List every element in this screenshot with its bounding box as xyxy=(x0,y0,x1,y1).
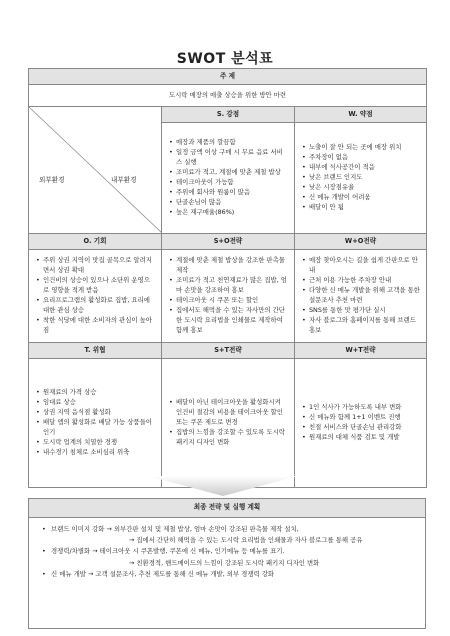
opportunities-item: • 주위 상권 지역이 맛집 골목으로 알려지면서 상권 확대 xyxy=(43,256,155,276)
wt-item: • 친절 서비스와 단골손님 관리강화 xyxy=(309,423,420,433)
strengths-item: • 테이크아웃이 가능함 xyxy=(176,178,288,188)
opportunities-list xyxy=(29,252,161,339)
threats-list xyxy=(29,384,161,461)
wo-item: • 근처 이용 가능한 주차장 안내 xyxy=(309,276,420,286)
wo-item: • 매장 찾아오시는 길을 쉽게 간판으로 안내 xyxy=(309,256,420,276)
diagonal-line xyxy=(29,107,162,233)
weaknesses-item: • 낮은 시장점유율 xyxy=(309,183,420,193)
threats-item: • 도시락 업계의 치열한 경쟁 xyxy=(43,438,155,448)
strengths-list xyxy=(162,134,294,221)
so-item: • 조미료가 적고 천연재료가 많은 집밥, 엄마 손맛을 강조하여 홍보 xyxy=(176,276,288,296)
strategy-line: • 브랜드 이미지 강화 → 외부간판 설치 및 제철 밥상, 엄마 손맛이 강조된 판촉물 제작 설치, xyxy=(51,524,417,535)
strategy-line: • 신 메뉴 개발 → 고객 설문조사, 추천 제도를 통해 신 메뉴 개발, 외부 경쟁력 강화 xyxy=(51,569,417,580)
corner-cell xyxy=(29,107,162,234)
swot-table xyxy=(28,68,427,488)
strengths-item: • 주위에 회사와 원룸이 많음 xyxy=(176,188,288,198)
weaknesses-item: • 내부에 식사공간이 적음 xyxy=(309,163,420,173)
weaknesses-item: • 배달이 안 됨 xyxy=(309,203,420,213)
threats-item: • 배달 앱의 활성화로 배달 가능 상품들이 인기 xyxy=(43,418,155,438)
weaknesses-item: • 신 메뉴 개발이 어려움 xyxy=(309,193,420,203)
wt-item: • 신 메뉴와 함께 1+1 이벤트 진행 xyxy=(309,413,420,423)
strengths-item: • 조미료가 적고, 계절에 맞춘 제철 밥상 xyxy=(176,168,288,178)
wt-header: W+T전략 xyxy=(295,343,427,359)
down-arrow-icon xyxy=(148,476,298,496)
strategy-lines xyxy=(51,524,417,580)
internal-env-label: 내부환경 xyxy=(111,176,137,184)
strategy-header: 최종 전략 및 실행 계획 xyxy=(29,499,426,518)
wo-header: W+O전략 xyxy=(295,234,427,250)
so-item: • 테이크아웃 시 쿠폰 또는 할인 xyxy=(176,296,288,306)
strength-header: S. 강점 xyxy=(162,107,295,123)
st-item: • 집밥의 느낌을 강조할 수 있도록 도시락 패키지 디자인 변화 xyxy=(176,428,288,448)
st-header: S+T전략 xyxy=(162,343,295,359)
weaknesses-list xyxy=(295,139,426,216)
theme-header: 주 제 xyxy=(29,69,427,85)
strengths-item: • 매장과 제품의 깔끔함 xyxy=(176,138,288,148)
threat-header: T. 위협 xyxy=(29,343,162,359)
so-item: • 계절에 맞춘 제철 밥상을 강조한 판촉물 제작 xyxy=(176,256,288,276)
page-title: SWOT 분석표 xyxy=(176,51,274,67)
opportunity-header: O. 기회 xyxy=(29,234,162,250)
st-item: • 배달이 아닌 테이크아웃을 활성화시켜 인건비 절감의 비용을 테이크아웃 할인 또는 쿠폰 제도로 변경 xyxy=(176,398,288,428)
strengths-item: • 일정 금액 이상 구매 시 무료 음료 서비스 실행 xyxy=(176,148,288,168)
so-header: S+O전략 xyxy=(162,234,295,250)
st-list xyxy=(162,394,294,452)
opportunities-item: • 요리프로그램의 활성화로 집밥, 요리에 대한 관심 상승 xyxy=(43,296,155,316)
so-list xyxy=(162,252,294,339)
threats-item: • 상권 지역 음식점 활성화 xyxy=(43,408,155,418)
external-env-label: 외부환경 xyxy=(39,176,65,184)
wo-item: • SNS를 통한 맛 평가단 실시 xyxy=(309,306,420,316)
wt-item: • 1인 식사가 가능하도록 내부 변화 xyxy=(309,403,420,413)
theme-text: 도시락 매장의 매출 상승을 위한 방안 마련 xyxy=(29,85,427,107)
weaknesses-item: • 낮은 브랜드 인지도 xyxy=(309,173,420,183)
wt-item: • 원재료의 대체 식품 검토 및 개발 xyxy=(309,433,420,443)
threats-item: • 내수경기 침체로 소비심리 위축 xyxy=(43,448,155,458)
weaknesses-item: • 노출이 잘 안 되는 곳에 매장 위치 xyxy=(309,143,420,153)
weaknesses-item: • 주차장이 없음 xyxy=(309,153,420,163)
wo-item: • 자사 블로그와 홈페이지를 통해 브랜드 홍보 xyxy=(309,316,420,336)
threats-item: • 원재료의 가격 상승 xyxy=(43,388,155,398)
weakness-header: W. 약점 xyxy=(295,107,427,123)
so-item: • 집에서도 해먹을 수 있는 자사만의 간단한 도시락 요리법을 인쇄물로 제작하여 함께 홍보 xyxy=(176,306,288,336)
strategy-table xyxy=(28,498,426,629)
threats-item: • 임대료 상승 xyxy=(43,398,155,408)
opportunities-item: • 인건비의 상승이 있으나 소단위 운영으로 영향을 적게 받음 xyxy=(43,276,155,296)
strategy-line: → 친환경적, 핸드메이드의 느낌이 강조된 도시락 패키지 디자인 변화 xyxy=(129,558,320,567)
strengths-item: • 높은 재구매율(86%) xyxy=(176,208,288,218)
wo-item: • 다양한 신 메뉴 개발을 위해 고객을 통한 설문조사 추천 마련 xyxy=(309,286,420,306)
strategy-line: • 경쟁력/차별화 → 테이크아웃 시 쿠폰발행, 쿠폰에 신 메뉴, 인기메뉴 등 메뉴를 표기. xyxy=(51,546,417,557)
wt-list xyxy=(295,399,426,447)
wo-list xyxy=(295,252,426,339)
strategy-line: → 집에서 간단히 해먹을 수 있는 도시락 요리법을 인쇄물과 자사 블로그를 통해 공유 xyxy=(129,536,363,545)
strengths-item: • 단골손님이 많음 xyxy=(176,198,288,208)
opportunities-item: • 착한 식당에 대한 소비자의 관심이 높아짐 xyxy=(43,316,155,336)
